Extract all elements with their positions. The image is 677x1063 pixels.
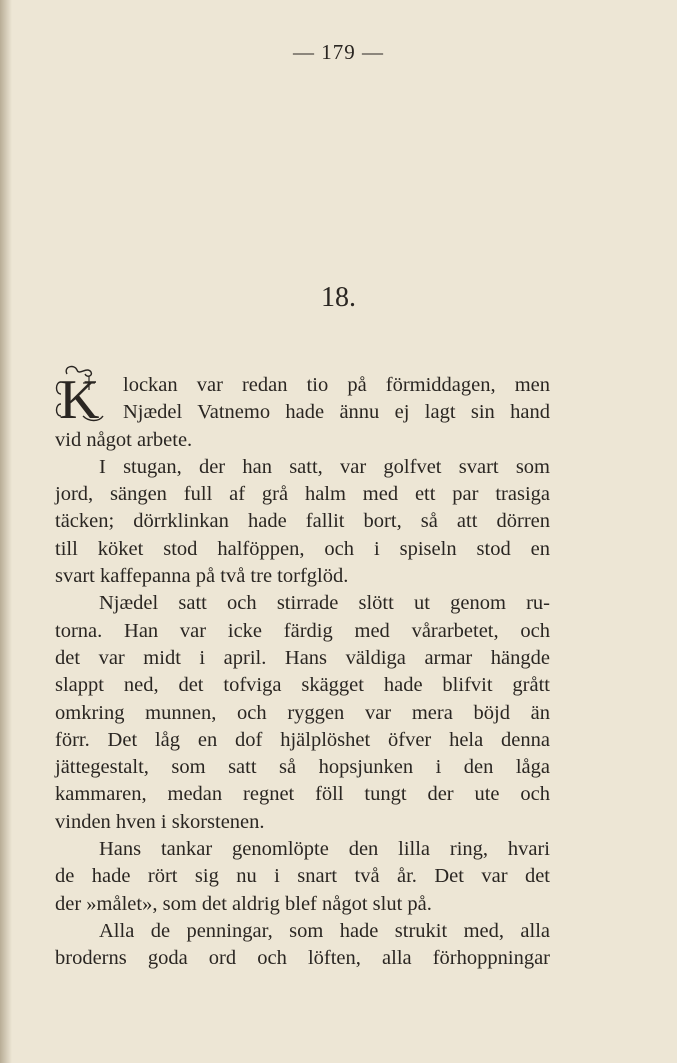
page-edge-shadow — [0, 0, 12, 1063]
text-line: broderns goda ord och löften, alla förhoppningar — [55, 947, 550, 970]
text-line: Hans tankar genomlöpte den lilla ring, hvari — [99, 838, 550, 861]
text-line: täcken; dörrklinkan hade fallit bort, så att dörren — [55, 510, 550, 533]
text-line: der »målet», som det aldrig blef något slut på. — [55, 892, 432, 915]
text-line: svart kaffepanna på två tre torfglöd. — [55, 565, 349, 588]
text-line: torna. Han var icke färdig med vårarbetet, och — [55, 619, 550, 642]
text-line: omkring munnen, och ryggen var mera böjd än — [55, 701, 550, 724]
text-line: vid något arbete. — [55, 428, 193, 451]
text-line: vinden hven i skorstenen. — [55, 810, 265, 833]
decorative-initial-k — [53, 364, 119, 426]
text-line: de hade rört sig nu i snart två år. Det var det — [55, 865, 550, 888]
text-line: Alla de penningar, som hade strukit med, alla — [99, 919, 550, 942]
text-line: det var midt i april. Hans väldiga armar hängde — [55, 646, 550, 669]
text-line: kammaren, medan regnet föll tungt der ute och — [55, 783, 550, 806]
text-line: förr. Det låg en dof hjälplöshet öfver hela denna — [55, 728, 550, 751]
text-line: jättegestalt, som satt så hopsjunken i den låga — [55, 756, 550, 779]
text-line: jord, sängen full af grå halm med ett par trasiga — [55, 483, 550, 506]
body-text — [55, 369, 550, 973]
text-line: I stugan, der han satt, var golfvet svart som — [99, 455, 550, 478]
text-line: till köket stod halföppen, och i spiseln stod en — [55, 537, 550, 560]
text-line: slappt ned, det tofviga skägget hade blifvit grått — [55, 674, 550, 697]
svg-text:K: K — [59, 369, 100, 426]
text-line: Njædel Vatnemo hade ännu ej lagt sin hand — [123, 401, 550, 424]
page-number: — 179 — — [293, 40, 384, 64]
chapter-heading: 18. — [321, 282, 356, 313]
text-line: Njædel satt och stirrade slött ut genom ru- — [99, 592, 550, 615]
text-line: lockan var redan tio på förmiddagen, men — [123, 374, 550, 396]
